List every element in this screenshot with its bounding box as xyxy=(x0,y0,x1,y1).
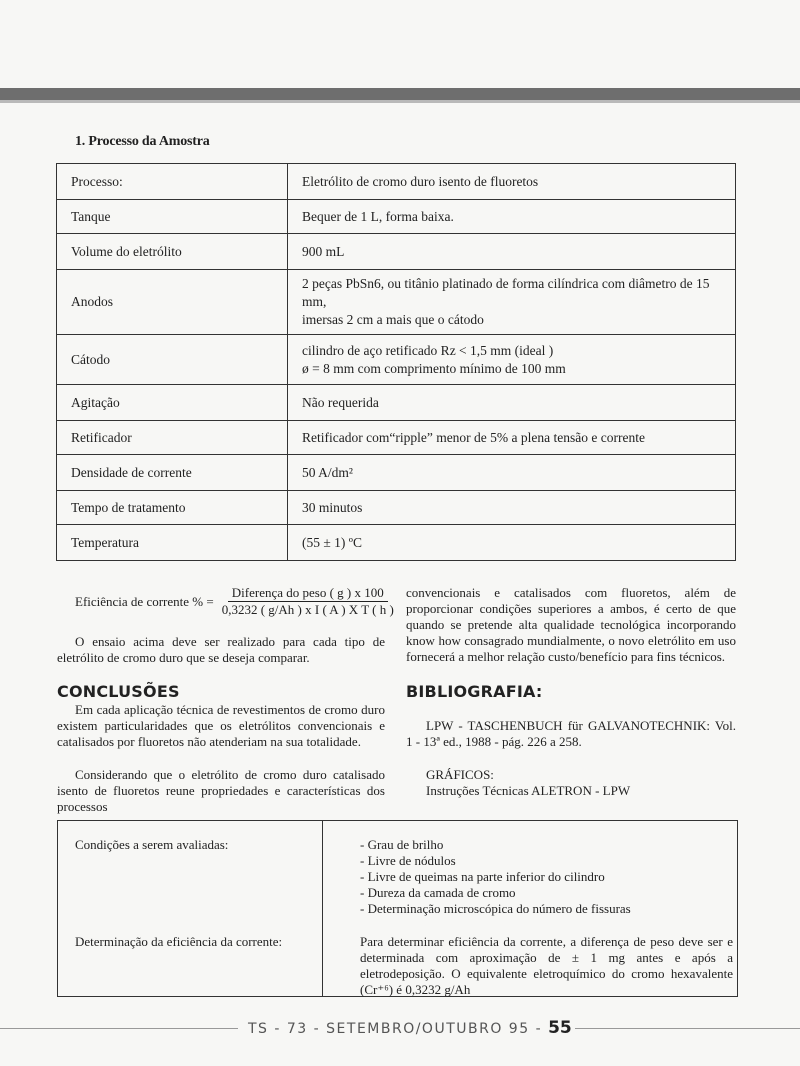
parameter-label: Tanque xyxy=(57,200,288,234)
conclusoes-paragraph-2: Considerando que o eletrólito de cromo duro catalisado isento de fluoretos reune propriedades e características dos processos xyxy=(57,767,385,814)
test-note-paragraph: O ensaio acima deve ser realizado para cada tipo de eletrólito de cromo duro que se deseja comparar. xyxy=(57,634,385,665)
parameter-value xyxy=(288,234,736,270)
conditions-list xyxy=(360,837,631,917)
parameter-value-line: 900 mL xyxy=(302,243,345,259)
efficiency-label: Determinação da eficiência da corrente: xyxy=(75,934,283,949)
continuation-paragraph: convencionais e catalisados com fluoretos, além de proporcionar condições superiores a ambos, é certo de que quando se pretende alta qualidade tecnológica incorporando know how consagrado mundialmente, o novo eletrólito em uso fornecerá a melhor relação custo/benefício para fins técnicos. xyxy=(406,585,736,664)
table-row xyxy=(57,385,736,421)
condition-item: - Livre de queimas na parte inferior do cilindro xyxy=(360,869,605,884)
parameter-value-line: imersas 2 cm a mais que o cátodo xyxy=(302,312,484,327)
parameter-label: Anodos xyxy=(57,270,288,335)
parameter-value xyxy=(288,491,736,525)
parameter-value-line: Bequer de 1 L, forma baixa. xyxy=(302,208,454,224)
process-parameters-table xyxy=(56,163,736,561)
table-row xyxy=(57,164,736,200)
header-bar-shadow xyxy=(0,100,800,103)
parameter-value-line: ø = 8 mm com comprimento mínimo de 100 mm xyxy=(302,360,566,376)
condition-item: - Grau de brilho xyxy=(360,837,444,852)
footer-issue: TS - 73 - SETEMBRO/OUTUBRO 95 - xyxy=(248,1021,543,1037)
parameter-value xyxy=(288,455,736,491)
parameter-value-line: Não requerida xyxy=(302,394,379,410)
parameter-value xyxy=(288,525,736,561)
parameter-label: Tempo de tratamento xyxy=(57,491,288,525)
efficiency-description: Para determinar eficiência da corrente, a diferença de peso deve ser e determinada com aproximação de ± 1 mg antes e após a eletrodeposição. O equivalente eletroquímico do cromo hexavalente (Cr⁺⁶) é 0,3232 g/Ah xyxy=(360,934,733,997)
parameter-label: Processo: xyxy=(57,164,288,200)
parameter-value xyxy=(288,270,736,335)
parameter-value xyxy=(288,164,736,200)
section-title: 1. Processo da Amostra xyxy=(75,134,210,149)
parameter-value-line: cilindro de aço retificado Rz < 1,5 mm (ideal ) xyxy=(302,342,554,358)
reference-1: LPW - TASCHENBUCH für GALVANOTECHNIK: Vol. 1 - 13ª ed., 1988 - pág. 226 a 258. xyxy=(406,718,736,749)
reference-2: Instruções Técnicas ALETRON - LPW xyxy=(426,783,631,798)
formula-numerator: Diferença do peso ( g ) x 100 xyxy=(228,585,388,602)
conclusoes-paragraph-1: Em cada aplicação técnica de revestimentos de cromo duro existem particularidades que os eletrólitos convencionais e catalisados por fluoretos não atenderiam na sua totalidade. xyxy=(57,702,385,749)
reference-2-title: GRÁFICOS: xyxy=(426,767,494,782)
table-row xyxy=(57,270,736,335)
parameter-label: Cátodo xyxy=(57,335,288,385)
parameter-label: Agitação xyxy=(57,385,288,421)
table-row xyxy=(57,200,736,234)
efficiency-formula xyxy=(75,585,398,618)
parameter-value xyxy=(288,200,736,234)
parameter-value-line: Retificador com“ripple” menor de 5% a plena tensão e corrente xyxy=(302,429,645,445)
table-row xyxy=(57,421,736,455)
table-row xyxy=(57,455,736,491)
parameter-label: Temperatura xyxy=(57,525,288,561)
parameter-value-line: (55 ± 1) ºC xyxy=(302,534,362,550)
parameter-label: Volume do eletrólito xyxy=(57,234,288,270)
table-row xyxy=(57,491,736,525)
evaluation-box-divider xyxy=(322,821,323,996)
conclusoes-heading: CONCLUSÕES xyxy=(57,682,180,701)
conditions-label: Condições a serem avaliadas: xyxy=(75,837,229,852)
condition-item: - Determinação microscópica do número de fissuras xyxy=(360,901,631,916)
parameter-value xyxy=(288,385,736,421)
table-row xyxy=(57,234,736,270)
page-number: 55 xyxy=(548,1018,572,1038)
parameter-label: Retificador xyxy=(57,421,288,455)
footer-text xyxy=(248,1018,572,1038)
evaluation-box xyxy=(57,820,738,997)
header-bar xyxy=(0,88,800,100)
parameter-value-line: 50 A/dm² xyxy=(302,464,353,480)
condition-item: - Livre de nódulos xyxy=(360,853,456,868)
condition-item: - Dureza da camada de cromo xyxy=(360,885,516,900)
parameter-value-line: 2 peças PbSn6, ou titânio platinado de forma cilíndrica com diâmetro de 15 mm, xyxy=(302,276,710,309)
parameter-value xyxy=(288,335,736,385)
table-row xyxy=(57,525,736,561)
formula-denominator: 0,3232 ( g/Ah ) x I ( A ) X T ( h ) xyxy=(221,602,394,617)
footer-rule-left xyxy=(0,1028,238,1029)
parameter-label: Densidade de corrente xyxy=(57,455,288,491)
parameter-value-line: Eletrólito de cromo duro isento de fluoretos xyxy=(302,173,539,189)
table-row xyxy=(57,335,736,385)
formula-fraction xyxy=(218,585,398,618)
footer-rule-right xyxy=(575,1028,800,1029)
parameter-value xyxy=(288,421,736,455)
parameter-value-line: 30 minutos xyxy=(302,499,363,515)
bibliografia-heading: BIBLIOGRAFIA: xyxy=(406,682,543,701)
formula-lhs: Eficiência de corrente % = xyxy=(75,593,214,609)
